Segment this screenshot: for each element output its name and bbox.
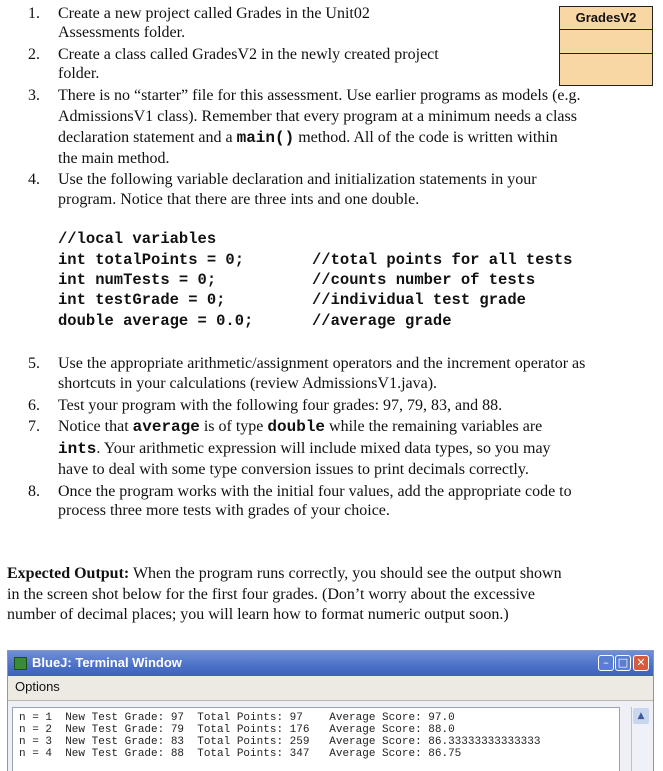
step-2-line-1: Create a class called GradesV2 in the newly created project [58,46,439,63]
terminal-title: BlueJ: Terminal Window [32,655,182,670]
terminal-scrollbar[interactable] [631,707,650,771]
step-5-line-1: Use the appropriate arithmetic/assignment operators and the increment operator as [58,355,586,372]
step-3-line-2: AdmissionsV1 class). Remember that every program at a minimum needs a class [58,108,577,125]
bluej-app-icon [14,657,27,670]
step-3-line-3-rest: method. All of the code is written within [298,129,558,146]
step-7-line-2 [58,439,551,459]
step-5-line-2: shortcuts in your calculations (review AdmissionsV1.java). [58,375,438,392]
uml-class-box [559,6,653,86]
step-8-line-2: process three more tests with grades of your choice. [58,502,390,519]
step-4-line-1: Use the following variable declaration and initialization statements in your [58,171,537,188]
step-4-line-2: program. Notice that there are three ints and one double. [58,191,420,208]
output-row-2: n = 2 New Test Grade: 79 Total Points: 176 Average Score: 88.0 [19,724,455,736]
step-7-text-c: while the remaining variables are [329,418,543,435]
step-3-line-3 [58,128,558,148]
step-6-line-1: Test your program with the following four grades: 97, 79, 83, and 88. [58,397,503,414]
terminal-menu-bar [8,676,653,701]
step-3-line-3-text: declaration statement and a [58,129,233,146]
code-comment-3: //individual test grade [312,291,526,309]
code-header: //local variables [58,230,217,248]
step-1-line-2: Assessments folder. [58,24,186,41]
terminal-window [7,650,654,771]
code-comment-4: //average grade [312,312,452,330]
step-4-number: 4. [28,171,40,188]
expected-line-1 [7,564,562,583]
expected-text-1: When the program runs correctly, you should see the output shown [132,565,562,582]
terminal-title-bar[interactable] [8,651,653,676]
uml-divider [560,53,652,54]
step-6-number: 6. [28,397,40,414]
step-7-line-3: have to deal with some type conversion issues to print decimals correctly. [58,461,529,478]
expected-line-3: number of decimal places; you will learn how to format numeric output soon.) [7,606,509,623]
step-7-text-b: is of type [203,418,264,435]
step-1-number: 1. [28,5,40,22]
expected-line-2: in the screen shot below for the first four grades. (Don’t worry about the excessive [7,586,535,603]
options-menu[interactable]: Options [15,679,60,694]
scroll-up-icon[interactable]: ▲ [633,708,649,724]
expected-output-label: Expected Output: [7,565,130,582]
step-2-line-2: folder. [58,65,100,82]
step-3-line-1: There is no “starter” file for this assessment. Use earlier programs as models (e.g. [58,87,581,104]
code-comment-2: //counts number of tests [312,271,536,289]
close-button[interactable]: ✕ [633,655,649,671]
output-row-3: n = 3 New Test Grade: 83 Total Points: 259 Average Score: 86.33333333333333 [19,736,541,748]
step-2-number: 2. [28,46,40,63]
step-3-line-4: the main method. [58,150,170,167]
code-comment-1: //total points for all tests [312,251,573,269]
code-decl-1: int totalPoints = 0; [58,251,245,269]
step-8-line-1: Once the program works with the initial four values, add the appropriate code to [58,483,572,500]
main-method-keyword: main() [236,129,295,147]
terminal-output [12,707,620,771]
maximize-button[interactable]: □ [615,655,631,671]
step-5-number: 5. [28,355,40,372]
double-keyword: double [267,418,326,436]
step-3-number: 3. [28,87,40,104]
uml-class-name: GradesV2 [560,7,652,30]
code-decl-3: int testGrade = 0; [58,291,226,309]
step-8-number: 8. [28,483,40,500]
step-7-text-d: . Your arithmetic expression will include mixed data types, so you may [96,440,551,457]
output-row-4: n = 4 New Test Grade: 88 Total Points: 347 Average Score: 86.75 [19,748,462,760]
output-row-1: n = 1 New Test Grade: 97 Total Points: 97 Average Score: 97.0 [19,712,455,724]
step-7-text-a: Notice that [58,418,129,435]
minimize-button[interactable]: – [598,655,614,671]
ints-keyword: ints [58,440,97,458]
code-decl-4: double average = 0.0; [58,312,254,330]
average-keyword: average [132,418,200,436]
step-7-number: 7. [28,418,40,435]
step-7-line-1 [58,417,542,437]
step-1-line-1: Create a new project called Grades in the Unit02 [58,5,370,22]
code-decl-2: int numTests = 0; [58,271,217,289]
